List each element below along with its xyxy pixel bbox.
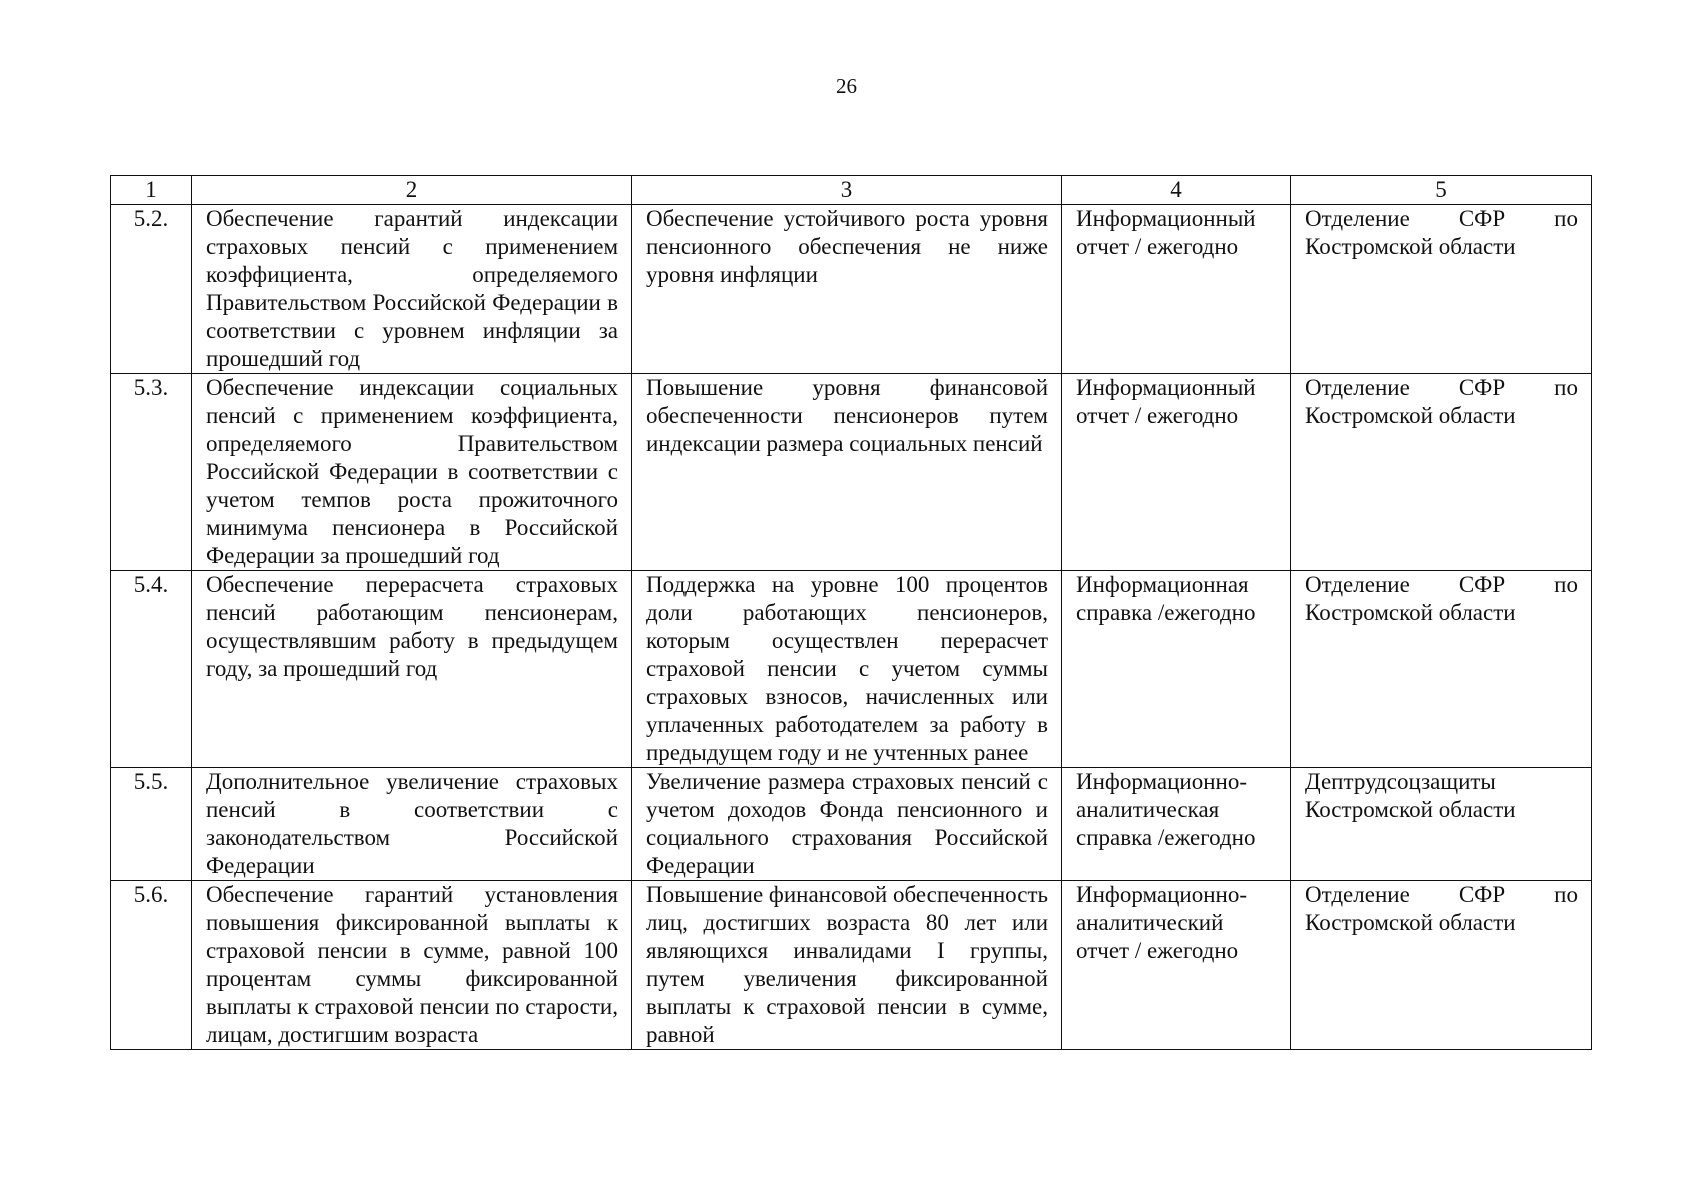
report-cell: Информационный отчет / ежегодно xyxy=(1062,374,1291,571)
responsible-cell: Дептрудсоцзащиты Костромской области xyxy=(1291,768,1592,881)
column-header: 4 xyxy=(1062,176,1291,205)
measure-cell: Обеспечение гарантий индексации страховых пенсий с применением коэффициента, определяемого Правительством Российской Федерации в соответствии с уровнем инфляции за прошедший год xyxy=(192,205,632,374)
measure-cell xyxy=(192,881,632,1050)
row-number xyxy=(111,881,192,1050)
result-text: Повышение финансовой обеспеченность лиц, достигших возраста 80 лет или являющихся инвалидами I группы, путем увеличения фиксированной выплаты к страховой пенсии в сумме, равной xyxy=(646,882,1048,1047)
column-header: 1 xyxy=(111,176,192,205)
result-cell xyxy=(632,881,1062,1050)
column-header: 2 xyxy=(192,176,632,205)
responsible-text: Отделение СФР по Костромской области xyxy=(1305,882,1578,935)
responsible-cell: Отделение СФР по Костромской области xyxy=(1291,571,1592,768)
table-row xyxy=(111,205,1592,374)
result-cell: Увеличение размера страховых пенсий с учетом доходов Фонда пенсионного и социального страхования Российской Федерации xyxy=(632,768,1062,881)
column-header: 5 xyxy=(1291,176,1592,205)
report-cell: Информационно-аналитическая справка /ежегодно xyxy=(1062,768,1291,881)
report-cell: Информационный отчет / ежегодно xyxy=(1062,205,1291,374)
responsible-cell: Отделение СФР по Костромской области xyxy=(1291,374,1592,571)
result-cell: Обеспечение устойчивого роста уровня пенсионного обеспечения не ниже уровня инфляции xyxy=(632,205,1062,374)
measure-cell: Дополнительное увеличение страховых пенсий в соответствии с законодательством Российской Федерации xyxy=(192,768,632,881)
page-number: 26 xyxy=(836,74,857,98)
measure-cell: Обеспечение перерасчета страховых пенсий работающим пенсионерам, осуществлявшим работу в предыдущем году, за прошедший год xyxy=(192,571,632,768)
responsible-cell: Отделение СФР по Костромской области xyxy=(1291,205,1592,374)
row-number: 5.4. xyxy=(111,571,192,768)
report-text: Информационно-аналитический отчет / ежегодно xyxy=(1076,882,1247,963)
report-cell: Информационная справка /ежегодно xyxy=(1062,571,1291,768)
row-number: 5.5. xyxy=(111,768,192,881)
responsible-cell xyxy=(1291,881,1592,1050)
measure-text: Обеспечение гарантий установления повышения фиксированной выплаты к страховой пенсии в сумме, равной 100 процентам суммы фиксированной выплаты к страховой пенсии по старости, лицам, достигшим возраста xyxy=(206,882,618,1047)
table-header-row xyxy=(111,176,1592,205)
report-cell xyxy=(1062,881,1291,1050)
measures-table xyxy=(110,175,1592,1050)
table-row xyxy=(111,768,1592,881)
row-number-text: 5.6. xyxy=(133,882,169,907)
column-header: 3 xyxy=(632,176,1062,205)
row-number: 5.3. xyxy=(111,374,192,571)
row-number: 5.2. xyxy=(111,205,192,374)
result-cell: Поддержка на уровне 100 процентов доли работающих пенсионеров, которым осуществлен перерасчет страховой пенсии с учетом суммы страховых взносов, начисленных или уплаченных работодателем за работу в предыдущем году и не учтенных ранее xyxy=(632,571,1062,768)
table-row xyxy=(111,571,1592,768)
measure-cell: Обеспечение индексации социальных пенсий с применением коэффициента, определяемого Правительством Российской Федерации в соответствии с учетом темпов роста прожиточного минимума пенсионера в Российской Федерации за прошедший год xyxy=(192,374,632,571)
result-cell: Повышение уровня финансовой обеспеченности пенсионеров путем индексации размера социальных пенсий xyxy=(632,374,1062,571)
table-row xyxy=(111,881,1592,1050)
table-row xyxy=(111,374,1592,571)
